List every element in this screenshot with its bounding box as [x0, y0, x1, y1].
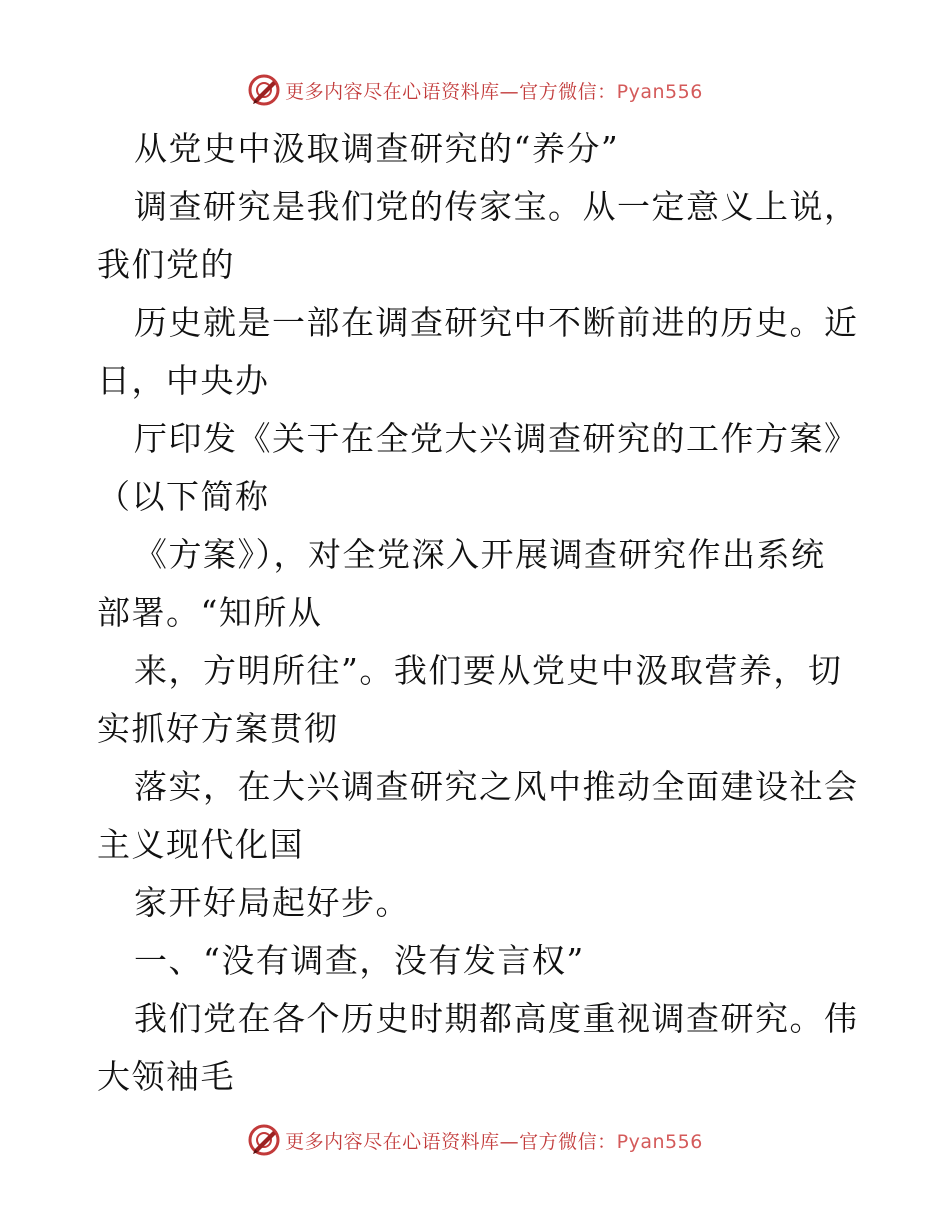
paragraph-line: 我们党在各个历史时期都高度重视调查研究。伟 — [134, 999, 859, 1038]
paragraph-line: 大领袖毛 — [97, 1057, 235, 1096]
doc-title: 从党史中汲取调查研究的“养分” — [134, 129, 620, 168]
section-heading: 一、“没有调查，没有发言权” — [134, 941, 585, 980]
paragraph-line: 厅印发《关于在全党大兴调查研究的工作方案》 — [134, 419, 859, 458]
red-pen-logo-icon — [247, 73, 281, 107]
paragraph-line: 实抓好方案贯彻 — [97, 709, 339, 748]
paragraph-line: 落实，在大兴调查研究之风中推动全面建设社会 — [134, 767, 859, 806]
paragraph-line: 家开好局起好步。 — [134, 883, 410, 922]
footer-banner — [0, 1120, 950, 1160]
wechat-id: Pyan556 — [616, 1130, 703, 1153]
paragraph-line: 日，中央办 — [97, 361, 270, 400]
paragraph-line: （以下简称 — [97, 477, 270, 516]
wechat-id: Pyan556 — [616, 80, 703, 103]
paragraph-line: 来，方明所往”。我们要从党史中汲取营养，切 — [134, 651, 843, 690]
red-pen-logo-icon — [247, 1123, 281, 1157]
paragraph-line: 部署。“知所从 — [97, 593, 323, 632]
paragraph-line: 历史就是一部在调查研究中不断前进的历史。近 — [134, 303, 859, 342]
paragraph-line: 调查研究是我们党的传家宝。从一定意义上说， — [134, 187, 859, 226]
banner-text: 更多内容尽在心语资料库—官方微信：Pyan556 — [285, 80, 703, 103]
header-banner — [0, 70, 950, 110]
paragraph-line: 我们党的 — [97, 245, 235, 284]
paragraph-line: 《方案》），对全党深入开展调查研究作出系统 — [134, 535, 826, 574]
banner-text: 更多内容尽在心语资料库—官方微信：Pyan556 — [285, 1130, 703, 1153]
document-body — [97, 120, 857, 1106]
paragraph-line: 主义现代化国 — [97, 825, 304, 864]
